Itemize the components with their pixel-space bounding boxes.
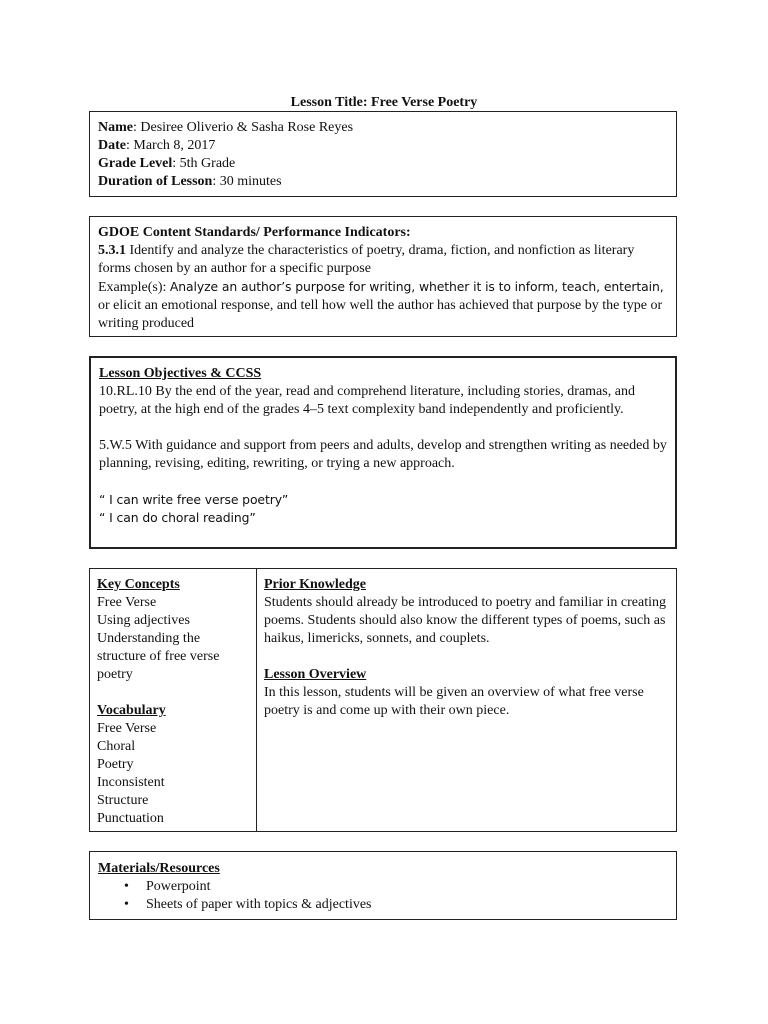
right-column: [257, 569, 676, 831]
date-value: : March 8, 2017: [126, 138, 216, 153]
lesson-overview-heading: Lesson Overview: [264, 667, 367, 682]
vocabulary-item: Punctuation: [97, 811, 164, 826]
vocabulary-item: Structure: [97, 793, 149, 808]
concepts-table: [89, 568, 677, 832]
key-concept-item: Understanding the structure of free verse poetry: [97, 631, 220, 682]
spacer: [99, 419, 667, 437]
example-sans-text: Analyze an author’s purpose for writing, whether it is to inform, teach, entertain,: [169, 279, 664, 294]
date-row: [98, 137, 668, 155]
spacer: [264, 648, 668, 666]
standards-heading: GDOE Content Standards/ Performance Indicators:: [98, 225, 411, 240]
spacer: [97, 684, 250, 702]
list-item: [124, 896, 668, 914]
vocabulary-item: Choral: [97, 739, 136, 754]
lesson-info-box: [89, 111, 677, 197]
key-concept-item: Free Verse: [97, 595, 157, 610]
materials-box: [89, 851, 677, 920]
name-label: Name: [98, 120, 133, 135]
objective-rl: 10.RL.10 By the end of the year, read and comprehend literature, including stories, dramas, and poetry, at the high end of the grades 4–5 text complexity band independently and proficiently.: [99, 384, 635, 417]
standard-code: 5.3.1: [98, 243, 126, 258]
standards-box: [89, 216, 677, 337]
standard-example: [98, 278, 668, 333]
example-rest-text: or elicit an emotional response, and tell how well the author has achieved that purpose by the type or writing produced: [98, 298, 663, 331]
key-concepts-heading: Key Concepts: [97, 577, 180, 592]
grade-label: Grade Level: [98, 156, 173, 171]
example-label: Example(s):: [98, 280, 170, 295]
bullet-icon: •: [124, 879, 129, 894]
name-row: [98, 119, 668, 137]
key-concept-item: Using adjectives: [97, 613, 190, 628]
list-item: [124, 878, 668, 896]
objective-w: 5.W.5 With guidance and support from peers and adults, develop and strengthen writing as needed by planning, revising, editing, rewriting, or trying a new approach.: [99, 438, 667, 471]
objectives-heading: Lesson Objectives & CCSS: [99, 366, 262, 381]
grade-value: : 5th Grade: [172, 156, 236, 171]
duration-value: : 30 minutes: [212, 174, 282, 189]
i-can-statement-1: “ I can write free verse poetry”: [99, 492, 289, 507]
left-column: [90, 569, 257, 831]
vocabulary-item: Free Verse: [97, 721, 157, 736]
i-can-statement-2: “ I can do choral reading”: [99, 510, 256, 525]
lesson-overview-text: In this lesson, students will be given an overview of what free verse poetry is and come up with their own piece.: [264, 685, 644, 718]
duration-row: [98, 173, 668, 191]
lesson-title: Lesson Title: Free Verse Poetry: [290, 95, 478, 110]
vocabulary-item: Poetry: [97, 757, 134, 772]
grade-row: [98, 155, 668, 173]
material-item-text: Sheets of paper with topics & adjectives: [146, 897, 372, 912]
prior-knowledge-heading: Prior Knowledge: [264, 577, 367, 592]
standard-531: [98, 242, 668, 278]
duration-label: Duration of Lesson: [98, 174, 213, 189]
materials-list: [98, 878, 668, 914]
material-item-text: Powerpoint: [146, 879, 211, 894]
standard-text: Identify and analyze the characteristics of poetry, drama, fiction, and nonfiction as literary forms chosen by an author for a specific purpose: [98, 243, 635, 276]
materials-heading: Materials/Resources: [98, 861, 220, 876]
bullet-icon: •: [124, 897, 129, 912]
spacer: [99, 473, 667, 491]
date-label: Date: [98, 138, 126, 153]
objectives-box: [89, 356, 677, 549]
name-value: : Desiree Oliverio & Sasha Rose Reyes: [133, 120, 354, 135]
prior-knowledge-text: Students should already be introduced to poetry and familiar in creating poems. Students should also know the different types of poems, such as haikus, limericks, sonnets, and couplets.: [264, 595, 666, 646]
vocabulary-item: Inconsistent: [97, 775, 165, 790]
vocabulary-heading: Vocabulary: [97, 703, 166, 718]
